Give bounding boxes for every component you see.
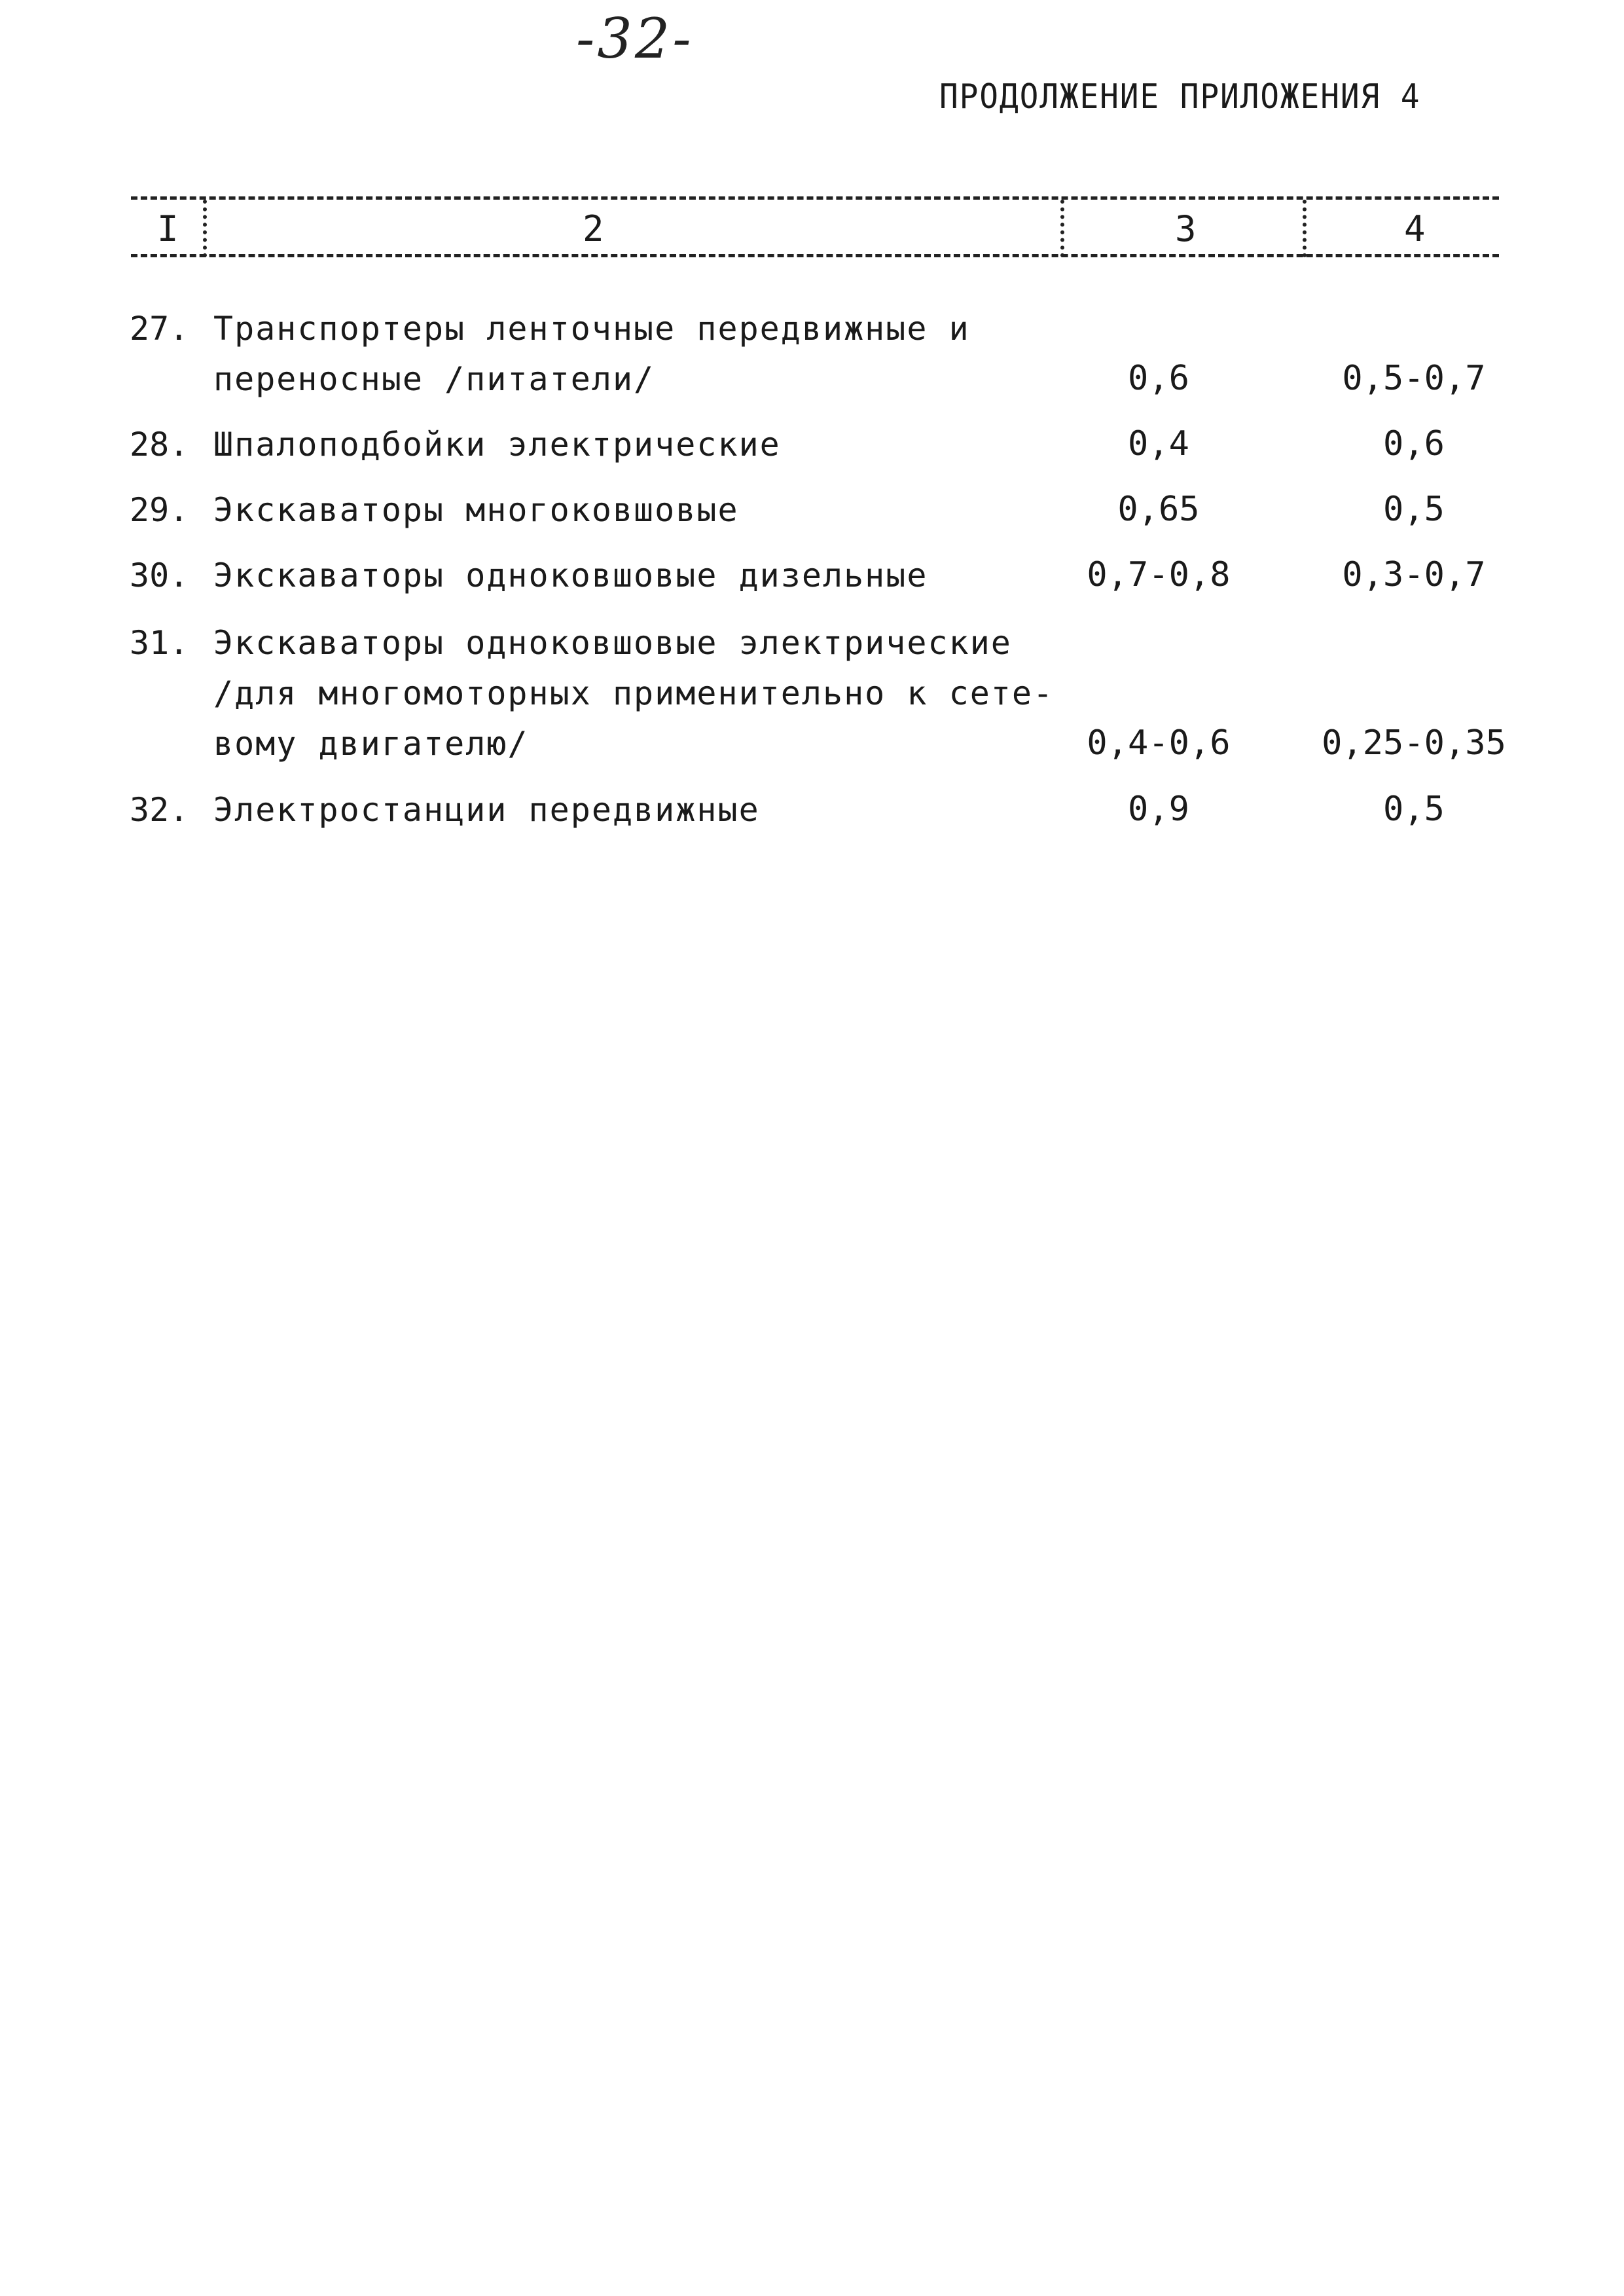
row-text-line: Электростанции передвижные [213, 791, 760, 829]
row-value-col4: 0,3-0,7 [1342, 555, 1486, 594]
row-number: 31. [130, 624, 189, 662]
column-header-4: 4 [1404, 208, 1426, 249]
page-number: -32- [576, 7, 694, 71]
row-number: 27. [130, 310, 189, 348]
row-value-col4: 0,5-0,7 [1342, 359, 1486, 398]
row-value-col3: 0,4 [1128, 424, 1189, 464]
column-header-1: I [157, 208, 179, 249]
column-separator [203, 200, 207, 257]
appendix-heading: ПРОДОЛЖЕНИЕ ПРИЛОЖЕНИЯ 4 [939, 77, 1421, 117]
row-text-line: Экскаваторы одноковшовые электрические [213, 624, 1012, 662]
header-bottom-rule [131, 254, 1499, 257]
row-number: 32. [130, 791, 189, 829]
column-header-3: 3 [1175, 208, 1197, 249]
row-value-col4: 0,25-0,35 [1322, 723, 1506, 763]
row-value-col3: 0,9 [1128, 790, 1189, 829]
column-header-2: 2 [583, 208, 604, 249]
row-value-col3: 0,65 [1117, 490, 1200, 529]
row-value-col3: 0,4-0,6 [1087, 723, 1231, 763]
row-number: 28. [130, 426, 189, 464]
row-value-col3: 0,7-0,8 [1087, 555, 1231, 594]
row-value-col4: 0,5 [1383, 490, 1445, 529]
row-number: 29. [130, 491, 189, 529]
row-value-col3: 0,6 [1128, 359, 1189, 398]
column-separator [1303, 200, 1307, 257]
header-top-rule [131, 196, 1499, 200]
row-text-line: /для многомоторных применительно к сете- [213, 674, 1055, 712]
column-header-row [131, 196, 1499, 265]
row-text-line: Экскаваторы многоковшовые [213, 491, 739, 529]
row-text-line: Экскаваторы одноковшовые дизельные [213, 556, 928, 594]
row-text-line: переносные /питатели/ [213, 360, 655, 398]
row-text-line: Шпалоподбойки электрические [213, 426, 781, 464]
row-text-line: вому двигателю/ [213, 725, 529, 763]
row-text-line: Транспортеры ленточные передвижные и [213, 310, 970, 348]
row-number: 30. [130, 556, 189, 594]
column-separator [1060, 200, 1064, 257]
row-value-col4: 0,6 [1383, 424, 1445, 464]
row-value-col4: 0,5 [1383, 790, 1445, 829]
